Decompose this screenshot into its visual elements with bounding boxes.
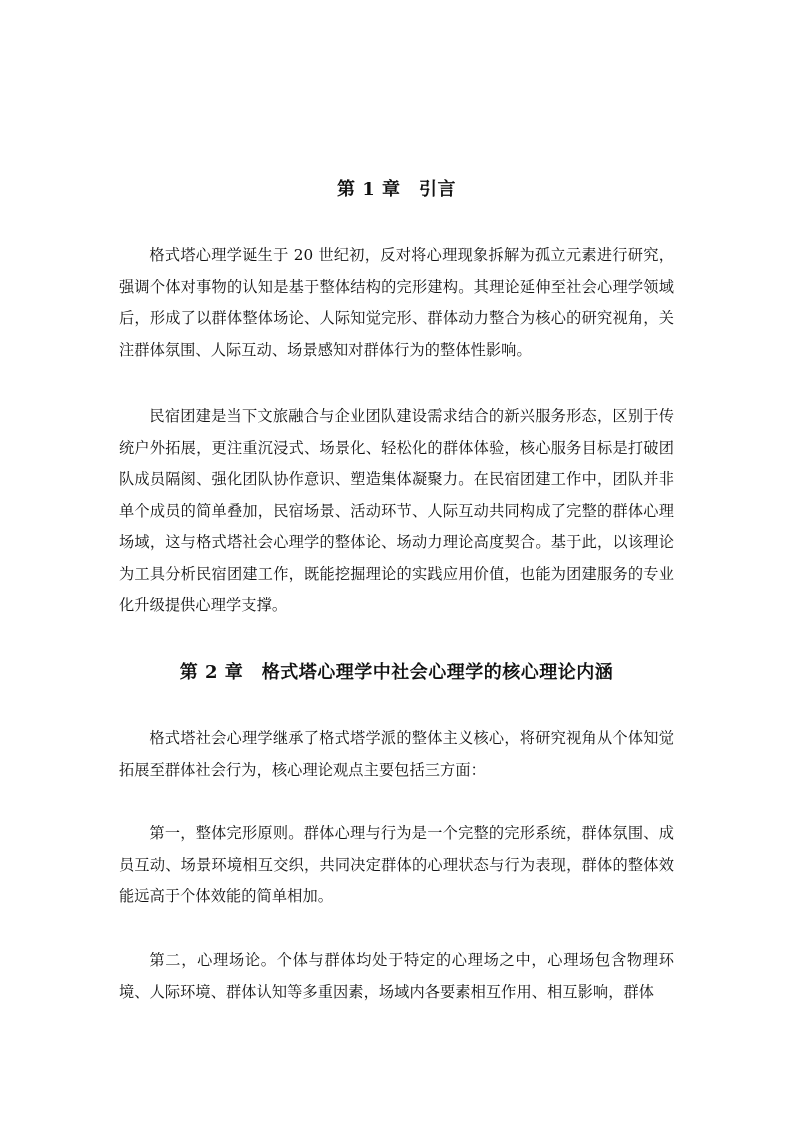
chapter-2-paragraph-2: 第一，整体完形原则。群体心理与行为是一个完整的完形系统，群体氛围、成员互动、场景环境相互交织，共同决定群体的心理状态与行为表现，群体的整体效能远高于个体效能的简单相加。 (119, 824, 674, 905)
chapter-1-title: 第 1 章 引言 (336, 179, 457, 200)
chapter-2-paragraph-1: 格式塔社会心理学继承了格式塔学派的整体主义核心，将研究视角从个体知觉拓展至群体社会行为，核心理论观点主要包括三方面： (119, 729, 674, 779)
chapter-2-paragraph-3: 第二，心理场论。个体与群体均处于特定的心理场之中，心理场包含物理环境、人际环境、群体认知等多重因素，场域内各要素相互作用、相互影响，群体 (119, 951, 674, 1001)
chapter-2-title: 第 2 章 格式塔心理学中社会心理学的核心理论内涵 (179, 662, 614, 683)
chapter-1-paragraph-2: 民宿团建是当下文旅融合与企业团队建设需求结合的新兴服务形态，区别于传统户外拓展，更注重沉浸式、场景化、轻松化的群体体验，核心服务目标是打破团队成员隔阂、强化团队协作意识、塑造集体凝聚力。在民宿团建工作中，团队并非单个成员的简单叠加，民宿场景、活动环节、人际互动共同构成了完整的群体心理场域，这与格式塔社会心理学的整体论、场动力理论高度契合。基于此，以该理论为工具分析民宿团建工作，既能挖掘理论的实践应用价值，也能为团建服务的专业化升级提供心理学支撑。 (119, 407, 674, 614)
chapter-1-paragraph-1: 格式塔心理学诞生于 20 世纪初，反对将心理现象拆解为孤立元素进行研究，强调个体对事物的认知是基于整体结构的完形建构。其理论延伸至社会心理学领域后，形成了以群体整体场论、人际知觉完形、群体动力整合为核心的研究视角，关注群体氛围、人际互动、场景感知对群体行为的整体性影响。 (119, 246, 674, 359)
